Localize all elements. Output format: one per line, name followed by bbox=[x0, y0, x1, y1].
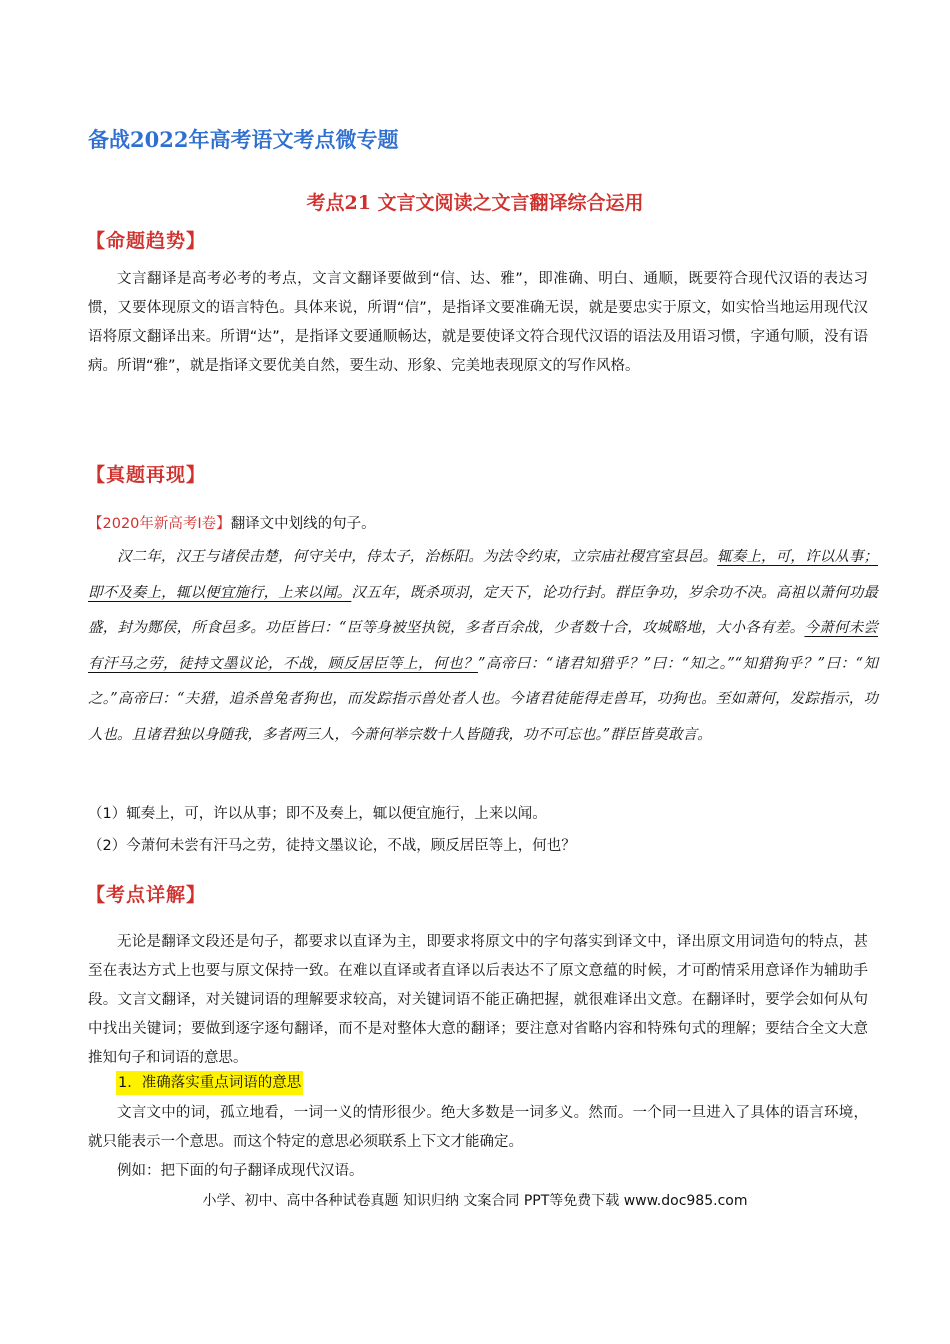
passage-segment: 汉五年，既杀项羽，定天下，论功行封。群臣争功，岁余功不决。高祖以萧何功最盛，封为酂侯，所食邑多。功臣皆曰：“臣等身被坚执锐，多者百余战，少者数十合，攻城略地，大小各有差。 bbox=[88, 584, 879, 636]
passage-segment: 汉二年，汉王与诸侯击楚，何守关中，侍太子，治栎阳。为法令约束，立宗庙社稷宫室县邑。 bbox=[117, 549, 718, 565]
trend-heading bbox=[86, 226, 206, 253]
underlined-sentence-1: 辄奏上，可，许以从事；即不及奏上，辄以便宜施行，上来以闻。 bbox=[88, 549, 878, 601]
exam-source: 【2020年新高考Ⅰ卷】 bbox=[88, 516, 231, 532]
underlined-sentence-2: 今萧何未尝有汗马之劳，徒持文墨议论，不战，顾反居臣等上，何也？ bbox=[88, 620, 878, 672]
exam-instruction: 翻译文中划线的句子。 bbox=[230, 516, 376, 532]
classical-passage bbox=[88, 540, 878, 753]
series-title: 备战2022年高考语文考点微专题 bbox=[88, 127, 399, 152]
real-exam-heading-text: 【真题再现】 bbox=[86, 464, 207, 486]
exam-source-line bbox=[88, 512, 376, 536]
passage-segment: ”高帝曰：“诸君知猎乎？”曰：“知之。”“知猎狗乎？”曰：“知之。”高帝曰：“夫猎，追杀兽兔者狗也，而发踪指示兽处者人也。今诸君徒能得走兽耳，功狗也。至如萧何，发踪指示，功人也。且诸君独以身随我，多者两三人，今萧何举宗数十人皆随我，功不可忘也。”群臣皆莫敢言。 bbox=[88, 655, 878, 743]
topic-title: 考点21 文言文阅读之文言翻译综合运用 bbox=[306, 192, 644, 214]
detail-heading-text: 【考点详解】 bbox=[86, 884, 207, 906]
trend-paragraph: 文言翻译是高考必考的考点，文言文翻译要做到“信、达、雅”，即准确、明白、通顺，既要符合现代汉语的表达习惯，又要体现原文的语言特色。具体来说，所谓“信”，是指译文要准确无误，就是要忠实于原文，如实恰当地运用现代汉语将原文翻译出来。所谓“达”，是指译文要通顺畅达，就是要使译文符合现代汉语的语法及用语习惯，字通句顺，没有语病。所谓“雅”，就是指译文要优美自然，要生动、形象、完美地表现原文的写作风格。 bbox=[88, 271, 868, 374]
question-2: （2）今萧何未尝有汗马之劳，徒持文墨议论，不战，顾反居臣等上，何也？ bbox=[88, 838, 576, 854]
footer: 小学、初中、高中各种试卷真题 知识归纳 文案合同 PPT等免费下载 www.doc985.com bbox=[202, 1193, 748, 1209]
detail-paragraph: 无论是翻译文段还是句子，都要求以直译为主，即要求将原文中的字句落实到译文中，译出原文用词造句的特点，甚至在表达方式上也要与原文保持一致。在难以直译或者直译以后表达不了原文意蕴的时候，才可酌情采用意译作为辅助手段。文言文翻译，对关键词语的理解要求较高，对关键词语不能正确把握，就很难译出文意。在翻译时，要学会如何从句中找出关键词；要做到逐字逐句翻译，而不是对整体大意的翻译；要注意对省略内容和特殊句式的理解；要结合全文大意推知句子和词语的意思。 bbox=[88, 934, 868, 1066]
trend-heading-text: 【命题趋势】 bbox=[86, 230, 207, 252]
example-line: 例如：把下面的句子翻译成现代汉语。 bbox=[117, 1163, 364, 1179]
point-1-paragraph: 文言文中的词，孤立地看，一词一义的情形很少。绝大多数是一词多义。然而。一个同一旦进入了具体的语言环境，就只能表示一个意思。而这个特定的意思必须联系上下文才能确定。 bbox=[88, 1105, 868, 1150]
detail-heading bbox=[86, 880, 206, 907]
point-1-label: 1．准确落实重点词语的意思 bbox=[116, 1071, 303, 1095]
question-1: （1）辄奏上，可，许以从事；即不及奏上，辄以便宜施行，上来以闻。 bbox=[88, 806, 547, 822]
real-exam-heading bbox=[86, 460, 206, 487]
